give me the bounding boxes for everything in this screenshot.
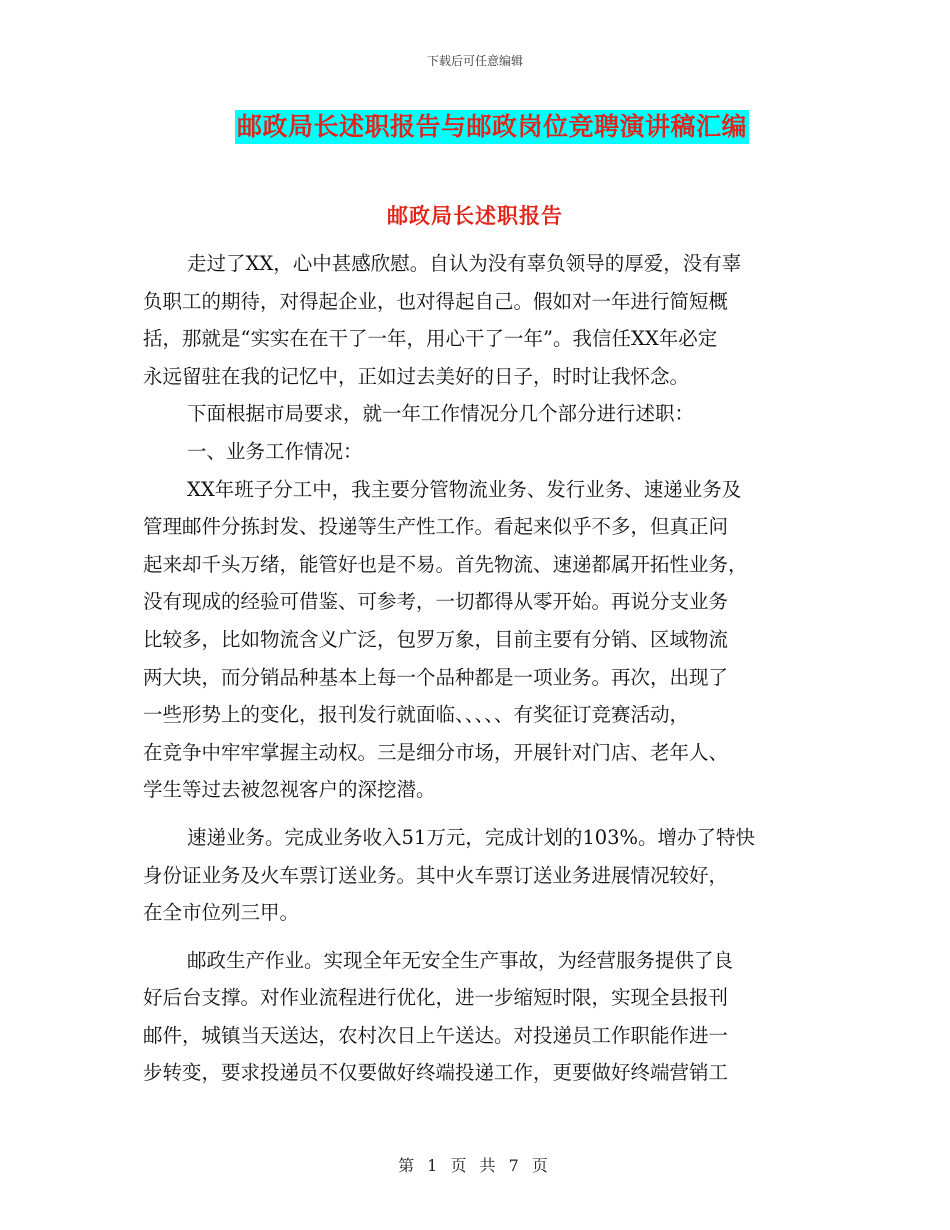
document-title: 邮政局长述职报告与邮政岗位竞聘演讲稿汇编 (235, 110, 749, 144)
page-footer: 第 1 页 共 7 页 (398, 1156, 552, 1175)
paragraph-gap (143, 932, 809, 942)
text-line: 邮政生产作业。实现全年无安全生产事故，为经营服务提供了良 (187, 948, 734, 972)
header-note: 下载后可任意编辑 (426, 54, 523, 68)
text-line: 学生等过去被忽视客户的深挖潜。 (143, 778, 436, 802)
text-line: 管理邮件分拣封发、投递等生产性工作。看起来似乎不多，但真正问 (143, 515, 729, 539)
text-line: 一些形势上的变化，报刊发行就面临、、、、、有奖征订竞赛活动， (143, 703, 690, 727)
paragraph-production (143, 942, 809, 1092)
text-line: 步转变，要求投递员不仅要做好终端投递工作，更要做好终端营销工 (143, 1061, 729, 1085)
body-text (143, 245, 809, 1092)
paragraph-express (143, 819, 809, 932)
text-line: 身份证业务及火车票订送业务。其中火车票订送业务进展情况较好， (143, 863, 729, 887)
text-line: XX年班子分工中，我主要分管物流业务、发行业务、速递业务及 (187, 477, 742, 501)
text-line: 邮件，城镇当天送达，农村次日上午送达。对投递员工作职能作进一 (143, 1023, 729, 1047)
text-line: 比较多，比如物流含义广泛，包罗万象，目前主要有分销、区域物流 (143, 627, 729, 651)
text-line: 下面根据市局要求，就一年工作情况分几个部分进行述职： (187, 402, 695, 426)
text-line: 没有现成的经验可借鉴、可参考，一切都得从零开始。再说分支业务 (143, 590, 729, 614)
text-line: 速递业务。完成业务收入51万元，完成计划的103%。增办了特快 (187, 825, 756, 849)
paragraph-outline (143, 395, 809, 433)
paragraph-intro (143, 245, 809, 395)
text-line: 在全市位列三甲。 (143, 901, 300, 925)
paragraph-gap (143, 809, 809, 819)
paragraph-division (143, 471, 809, 809)
paragraph-heading-business (143, 433, 809, 471)
text-line: 好后台支撑。对作业流程进行优化，进一步缩短时限，实现全县报刊 (143, 986, 729, 1010)
text-line: 永远留驻在我的记忆中，正如过去美好的日子，时时让我怀念。 (143, 364, 690, 388)
section-title: 邮政局长述职报告 (387, 203, 563, 228)
text-line: 括，那就是“实实在在干了一年，用心干了一年”。我信任XX年必定 (143, 327, 718, 351)
text-line: 负职工的期待，对得起企业，也对得起自己。假如对一年进行简短概 (143, 289, 729, 313)
text-line: 起来却千头万绪，能管好也是不易。首先物流、速递都属开拓性业务， (143, 552, 748, 576)
text-line: 两大块，而分销品种基本上每一个品种都是一项业务。再次，出现了 (143, 665, 729, 689)
text-line: 在竞争中牢牢掌握主动权。三是细分市场，开展针对门店、老年人、 (143, 740, 729, 764)
text-line: 一、业务工作情况： (187, 439, 363, 463)
text-line: 走过了XX，心中甚感欣慰。自认为没有辜负领导的厚爱，没有辜 (187, 252, 742, 275)
